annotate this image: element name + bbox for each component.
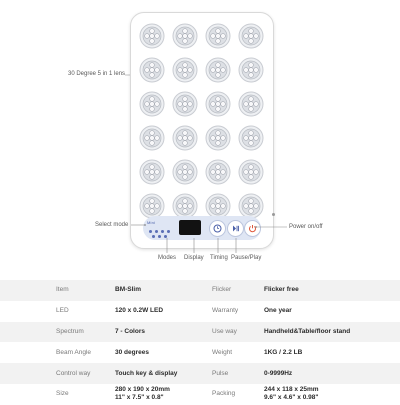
spec-row xyxy=(0,384,400,405)
led-lens-icon xyxy=(205,23,231,49)
led-lens-icon xyxy=(238,159,264,185)
callout-power-line xyxy=(255,226,289,230)
spec-value: 30 degrees xyxy=(115,348,149,356)
led-lens-icon xyxy=(172,159,198,185)
spec-label: Warranty xyxy=(212,307,239,315)
indicator-dot xyxy=(272,213,275,216)
led-lens-icon xyxy=(205,57,231,83)
callout-timing: Timing xyxy=(210,255,228,261)
spec-value-line: 11" x 7.5" x 0.8" xyxy=(115,394,164,402)
led-grid xyxy=(139,23,265,219)
led-lens-icon xyxy=(205,125,231,151)
spec-value: One year xyxy=(264,307,292,315)
digital-display xyxy=(179,220,201,235)
spec-value: Touch key & display xyxy=(115,369,178,377)
spec-label: Flicker xyxy=(212,286,232,294)
mode-indicator-dot xyxy=(161,230,164,233)
led-lens-icon xyxy=(139,159,165,185)
mode-indicator-dot xyxy=(149,230,152,233)
clock-icon xyxy=(212,223,223,234)
mode-indicator-dot xyxy=(167,230,170,233)
callout-display: Display xyxy=(184,255,204,261)
spec-row xyxy=(0,301,400,322)
led-lens-icon xyxy=(238,57,264,83)
led-lens-icon xyxy=(238,91,264,117)
led-lens-icon xyxy=(172,125,198,151)
callout-select-mode: Select mode xyxy=(95,222,129,228)
timing-button[interactable] xyxy=(209,220,226,237)
spec-value: Flicker free xyxy=(264,286,299,294)
led-lens-icon xyxy=(205,159,231,185)
spec-label: LED xyxy=(56,307,69,315)
spec-label: Use way xyxy=(212,327,237,335)
spec-value xyxy=(264,384,319,405)
led-lens-icon xyxy=(139,23,165,49)
spec-value: 120 x 0.2W LED xyxy=(115,307,164,315)
spec-row xyxy=(0,342,400,363)
spec-label: Control way xyxy=(56,369,91,377)
callout-modes: Modes xyxy=(158,255,177,261)
spec-label: Item xyxy=(56,286,69,294)
spec-value: Handheld&Table/floor stand xyxy=(264,327,351,335)
pause-play-button[interactable] xyxy=(227,220,244,237)
spec-row xyxy=(0,322,400,343)
led-lens-icon xyxy=(139,125,165,151)
spec-label: Pulse xyxy=(212,369,229,377)
spec-value: 1KG / 2.2 LB xyxy=(264,348,303,356)
control-bar xyxy=(143,216,261,240)
spec-row xyxy=(0,363,400,384)
led-lens-icon xyxy=(172,57,198,83)
led-lens-icon xyxy=(205,91,231,117)
spec-value: 7 - Colors xyxy=(115,327,145,335)
callout-power: Power on/off xyxy=(289,224,323,230)
spec-label: Packing xyxy=(212,390,236,398)
led-lens-icon xyxy=(139,57,165,83)
led-lens-icon xyxy=(139,91,165,117)
spec-label: Weight xyxy=(212,348,233,356)
spec-table xyxy=(0,280,400,405)
play-pause-icon xyxy=(230,223,241,234)
spec-row xyxy=(0,280,400,301)
spec-value xyxy=(115,384,170,405)
callout-select-mode-line xyxy=(131,224,147,228)
control-bar-logo: Mini xyxy=(147,220,156,225)
led-lens-icon xyxy=(172,91,198,117)
callout-pause-play: Pause/Play xyxy=(231,255,262,261)
spec-label: Size xyxy=(56,390,69,398)
mode-indicator-dot xyxy=(155,230,158,233)
led-lens-icon xyxy=(172,23,198,49)
spec-value: 0-9999Hz xyxy=(264,369,293,377)
light-panel xyxy=(130,12,274,249)
spec-value: BM-Slim xyxy=(115,286,141,294)
spec-label: Spectrum xyxy=(56,327,84,335)
callout-lens: 30 Degree 5 in 1 lens xyxy=(68,71,126,77)
spec-value-line: 9.6" x 4.6" x 0.98" xyxy=(264,394,319,402)
spec-value-line: 280 x 190 x 20mm xyxy=(115,386,170,394)
spec-label: Beam Angle xyxy=(56,348,92,356)
led-lens-icon xyxy=(238,125,264,151)
spec-value-line: 244 x 118 x 25mm xyxy=(264,386,319,394)
led-lens-icon xyxy=(238,23,264,49)
